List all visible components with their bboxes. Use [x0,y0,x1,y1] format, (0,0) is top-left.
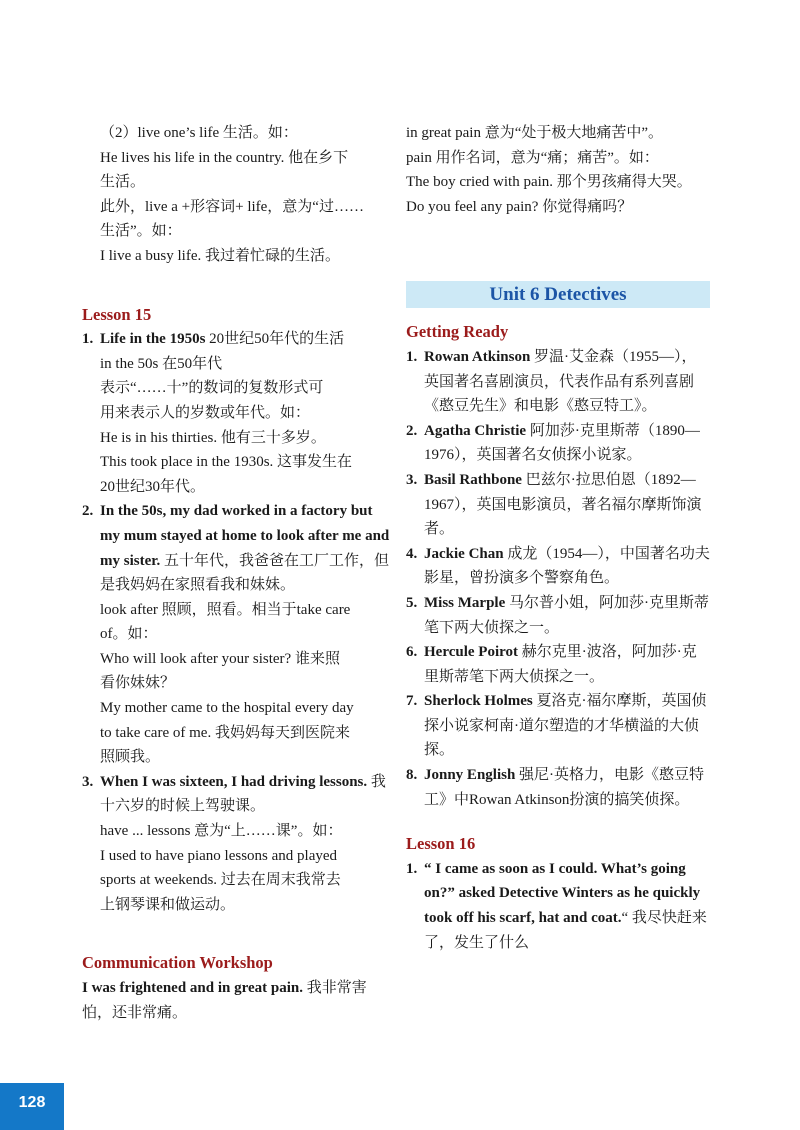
getting-ready-item-7 [406,689,710,763]
item-number: 1. [406,348,418,365]
item-number: 1. [82,331,94,348]
text-line: of。如： [100,626,158,643]
text-line: I used to have piano lessons and played [100,847,338,864]
text-line: 生活。 [100,174,146,191]
item-description: 阿加莎·克里斯蒂（1890—1976），英国著名女侦探小说家。 [424,422,700,464]
getting-ready-item-1 [406,345,710,419]
getting-ready-item-4 [406,542,710,591]
text-line: in great pain 意为“处于极大地痛苦中”。 [406,125,664,141]
text-line: 表示“……十”的数词的复数形式可 [100,380,324,397]
text-line: look after 照顾，照看。相当于take care [100,601,351,618]
communication-translation: 我非常害怕，还非常痛。 [82,980,367,1021]
item-description: 强尼·英格力，电影《憨豆特工》中Rowan Atkinson扮演的搞笑侦探。 [424,767,705,808]
text-line: sports at weekends. 过去在周末我常去 [100,872,341,889]
item-title: Agatha Christie [424,422,527,439]
intro-block [82,121,392,269]
item-title: Hercule Poirot [424,644,518,661]
lesson-16-heading: Lesson 16 [406,834,476,854]
item-number: 6. [406,644,418,661]
item-translation: 我十六岁的时候上驾驶课。 [100,773,386,815]
text-line: I live a busy life. 我过着忙碌的生活。 [100,247,340,264]
getting-ready-item-6 [406,640,710,689]
item-description: 罗温·艾金森（1955—），英国著名喜剧演员，代表作品有系列喜剧《憨豆先生》和电影《憨豆特工》。 [424,348,697,415]
item-title: Rowan Atkinson [424,348,531,365]
item-title: Jonny English [424,767,516,784]
lesson-15-heading: Lesson 15 [82,304,152,324]
item-translation: 20世纪50年代的生活 [205,331,345,348]
text-line: to take care of me. 我妈妈每天到医院来 [100,724,350,741]
text-line: He is in his thirties. 他有三十多岁。 [100,429,326,446]
page-number: 128 [0,1083,64,1130]
getting-ready-item-2 [406,419,710,468]
unit-6-title-banner: Unit 6 Detectives [406,281,710,308]
text-line: （2）live one’s life 生活。如： [100,125,298,141]
text-line: in the 50s 在50年代 [100,355,223,372]
text-line: He lives his life in the country. 他在乡下 [100,149,349,166]
text-line: have ... lessons 意为“上……课”。如： [100,823,343,840]
text-line: 上钢琴课和做运动。 [100,896,236,913]
item-number: 1. [406,860,418,877]
item-description: 成龙（1954—），中国著名功夫影星，曾扮演多个警察角色。 [424,545,710,587]
lesson-15-item-1 [82,327,392,499]
getting-ready-heading: Getting Ready [406,322,509,342]
communication-bold-sentence: I was frightened and in great pain. [82,980,304,996]
communication-workshop-heading: Communication Workshop [82,953,273,973]
text-line: Who will look after your sister? 谁来照 [100,650,340,667]
text-line: 20世纪30年代。 [100,478,206,495]
item-description: 赫尔克里·波洛，阿加莎·克里斯蒂笔下两大侦探之一。 [424,644,697,685]
text-line: 用来表示人的岁数或年代。如： [100,404,311,421]
item-translation: 五十年代，我爸爸在工厂工作，但是我妈妈在家照看我和妹妹。 [100,552,390,594]
lesson-16-item-1 [406,857,710,955]
item-title: In the 50s, my dad worked in a factory but my mum stayed at home to look after me and my sister. [100,503,390,569]
getting-ready-item-8 [406,763,710,812]
item-description: 巴兹尔·拉思伯恩（1892—1967），英国电影演员，著名福尔摩斯饰演者。 [424,471,702,538]
item-title: Basil Rathbone [424,471,522,488]
lesson-15-item-3 [82,770,392,918]
pain-explanation-block [406,121,710,219]
right-column [406,121,710,955]
item-number: 8. [406,767,418,784]
getting-ready-item-3 [406,468,710,542]
communication-text [82,976,392,1025]
text-line: My mother came to the hospital every day [100,700,354,717]
item-title: When I was sixteen, I had driving lessons. [100,773,368,790]
item-title: Life in the 1950s [100,331,206,348]
item-title: “ I came as soon as I could. What’s going on?” asked Detective Winters as he quickly took off his scarf, hat and coat. [424,860,701,927]
text-line: Do you feel any pain? 你觉得痛吗？ [406,198,633,215]
item-number: 5. [406,594,418,611]
lesson-15-item-2 [82,499,392,770]
item-title: Miss Marple [424,594,506,611]
getting-ready-item-5 [406,591,710,640]
item-number: 2. [406,422,418,439]
item-title: Sherlock Holmes [424,693,533,710]
text-line: 生活”。如： [100,223,182,240]
left-column [82,121,392,1025]
item-title: Jackie Chan [424,545,504,562]
item-number: 2. [82,503,94,520]
item-number: 3. [406,471,418,488]
text-line: pain 用作名词，意为“痛；痛苦”。如： [406,149,659,166]
item-description: 马尔普小姐，阿加莎·克里斯蒂笔下两大侦探之一。 [424,594,709,636]
text-line: 看你妹妹？ [100,675,176,692]
text-line: This took place in the 1930s. 这事发生在 [100,454,353,471]
item-translation: “ 我尽快赶来了，发生了什么 [424,910,707,951]
text-line: 此外，live a +形容词+ life，意为“过…… [100,198,364,215]
text-line: 照顾我。 [100,749,161,766]
text-line: The boy cried with pain. 那个男孩痛得大哭。 [406,174,692,191]
item-number: 7. [406,693,418,710]
item-description: 夏洛克·福尔摩斯，英国侦探小说家柯南·道尔塑造的才华横溢的大侦探。 [424,693,707,759]
item-number: 4. [406,545,418,562]
item-number: 3. [82,773,94,790]
